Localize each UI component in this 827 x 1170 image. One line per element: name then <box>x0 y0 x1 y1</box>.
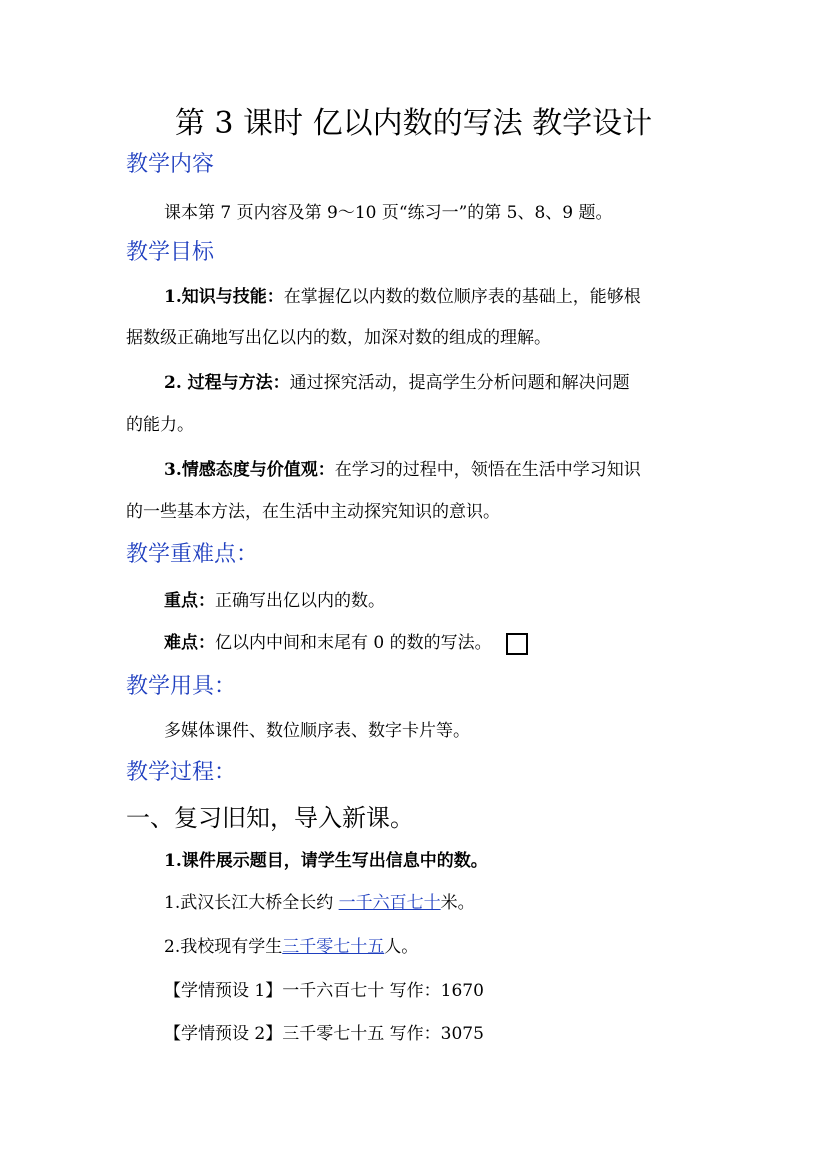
goal-1 <box>164 285 641 309</box>
section-heading-process: 教学过程： <box>126 760 237 785</box>
q2-suffix: 人。 <box>384 937 419 957</box>
diff-label: 难点： <box>164 633 215 653</box>
section-heading-keypoints: 教学重难点： <box>126 542 259 567</box>
key-point <box>164 589 385 613</box>
goal-1-label: 1.知识与技能： <box>164 287 284 307</box>
page-title: 第 3 课时 亿以内数的写法 教学设计 <box>174 106 653 141</box>
question-2 <box>164 935 418 959</box>
q1-suffix: 米。 <box>440 893 475 913</box>
step-1: 1.课件展示题目，请学生写出信息中的数。 <box>164 851 488 871</box>
goal-1-cont: 据数级正确地写出亿以内的数，加深对数的组成的理解。 <box>126 328 551 348</box>
preset-1: 【学情预设 1】一千六百七十 写作：1670 <box>164 981 484 1001</box>
checkbox[interactable] <box>506 633 528 655</box>
diff-text: 亿以内中间和末尾有 0 的数的写法。 <box>215 633 492 653</box>
q2-blank-link[interactable]: 三千零七十五 <box>282 937 385 957</box>
q1-prefix: 1.武汉长江大桥全长约 <box>164 893 339 913</box>
goal-3-text: 在学习的过程中，领悟在生活中学习知识 <box>334 460 641 480</box>
preset-2: 【学情预设 2】三千零七十五 写作：3075 <box>164 1024 484 1044</box>
section-heading-goals: 教学目标 <box>126 240 215 265</box>
question-1 <box>164 891 475 915</box>
content-text: 课本第 7 页内容及第 9～10 页“练习一”的第 5、8、9 题。 <box>164 203 613 223</box>
q1-blank-link[interactable]: 一千六百七十 <box>338 893 441 913</box>
section-heading-content: 教学内容 <box>126 152 215 177</box>
key-label: 重点： <box>164 591 215 611</box>
goal-3-label: 3.情感态度与价值观： <box>164 460 335 480</box>
key-text: 正确写出亿以内的数。 <box>215 591 385 611</box>
goal-2-cont: 的能力。 <box>126 415 194 435</box>
section-heading-tools: 教学用具： <box>126 674 237 699</box>
difficult-point <box>164 631 528 655</box>
goal-2-text: 通过探究活动，提高学生分析问题和解决问题 <box>289 373 630 393</box>
goal-2 <box>164 371 630 395</box>
goal-3-cont: 的一些基本方法，在生活中主动探究知识的意识。 <box>126 502 500 522</box>
goal-3 <box>164 458 641 482</box>
goal-2-label: 2. 过程与方法： <box>164 373 290 393</box>
tools-text: 多媒体课件、数位顺序表、数字卡片等。 <box>164 721 470 741</box>
goal-1-text: 在掌握亿以内数的数位顺序表的基础上，能够根 <box>283 287 641 307</box>
part-1-heading: 一、复习旧知，导入新课。 <box>126 804 414 832</box>
q2-prefix: 2.我校现有学生 <box>164 937 283 957</box>
